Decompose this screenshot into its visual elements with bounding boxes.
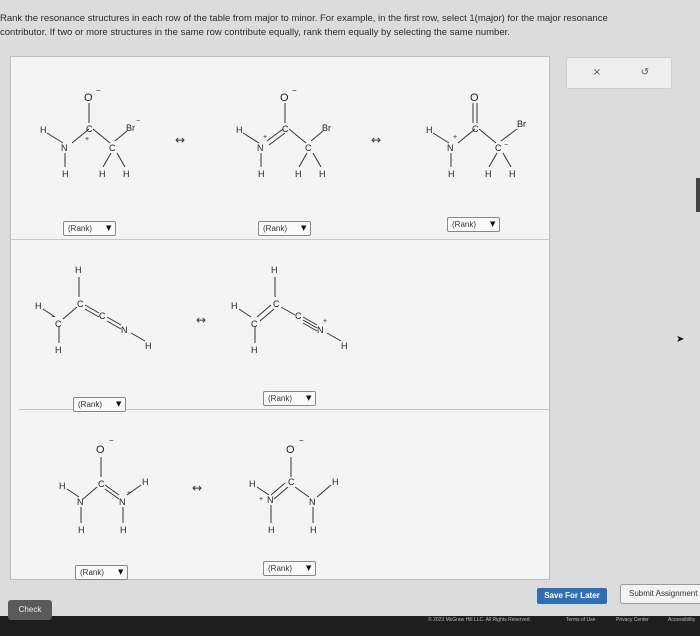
atom-n: N [119,497,126,507]
structure-3-1 [47,436,177,544]
charge-plus: + [263,134,268,141]
atom-br: Br [322,123,331,133]
charge-plus: + [85,136,90,143]
atom-o: O [470,92,479,104]
chevron-down-icon: ▼ [301,224,307,232]
rank-select-label: (Rank) [268,394,293,403]
atom-o: O [84,92,93,104]
atom-h: H [75,265,82,275]
atom-n: N [317,325,324,335]
chevron-down-icon: ▼ [306,394,312,402]
rank-select[interactable] [447,217,500,232]
atom-c: C [99,311,106,321]
structure-1-2 [223,86,343,186]
atom-c: C [86,124,93,134]
mouse-cursor-icon: ➤ [676,334,685,345]
rank-select[interactable] [63,221,116,236]
rank-select[interactable] [263,561,316,576]
charge-minus: − [51,314,56,321]
resonance-arrow: ↔ [196,313,207,327]
atom-c: C [295,311,302,321]
atom-c: C [273,299,280,309]
table-row-1 [11,57,549,240]
atom-c: C [495,143,502,153]
atom-h: H [231,301,238,311]
charge-minus: − [504,142,509,149]
atom-c: C [472,124,479,134]
atom-n: N [267,495,274,505]
rank-select-label: (Rank) [452,220,477,229]
atom-c: C [305,143,312,153]
resonance-arrow: ↔ [371,133,382,147]
atom-h: H [271,265,278,275]
atom-c: C [288,477,295,487]
close-icon[interactable]: × [592,67,602,78]
atom-o: O [96,444,105,456]
atom-h: H [59,481,66,491]
structure-1-3 [413,91,538,186]
chevron-down-icon: ▼ [306,564,312,572]
charge-plus: + [453,134,458,141]
atom-br: Br [126,123,135,133]
chevron-down-icon: ▼ [118,568,124,576]
structure-2-2-drawing [219,253,369,363]
resonance-arrow: ↔ [175,133,186,147]
charge-plus: + [323,318,328,325]
chevron-down-icon: ▼ [116,400,122,408]
atom-h: H [78,525,85,535]
structure-1-1-drawing [27,86,147,181]
atom-h: H [258,169,265,179]
terms-link[interactable]: Terms of Use [566,617,596,623]
atom-n: N [447,143,454,153]
chevron-down-icon: ▼ [490,220,496,228]
atom-h: H [142,477,149,487]
structure-3-2 [237,436,367,544]
atom-o: O [286,444,295,456]
rank-select[interactable] [258,221,311,236]
atom-h: H [426,125,433,135]
rank-select-label: (Rank) [78,400,103,409]
atom-c: C [98,479,105,489]
atom-h: H [236,125,243,135]
atom-n: N [61,143,68,153]
rank-select-label: (Rank) [263,224,288,233]
atom-h: H [249,479,256,489]
atom-n: N [309,497,316,507]
structure-1-1 [27,86,147,186]
atom-n: N [77,497,84,507]
atom-h: H [485,169,492,179]
atom-h: H [35,301,42,311]
save-for-later-button[interactable]: Save For Later [537,588,607,604]
instructions [0,12,690,40]
atom-h: H [295,169,302,179]
atom-h: H [509,169,516,179]
atom-h: H [448,169,455,179]
copyright-text: © 2023 McGraw Hill LLC. All Rights Reserved. [428,617,531,623]
scrollbar-mark [696,178,700,212]
atom-n: N [121,325,128,335]
atom-o: O [280,92,289,104]
charge-minus: − [136,118,141,125]
charge-plus: + [127,490,132,497]
resonance-arrow: ↔ [192,481,203,495]
submit-assignment-button[interactable]: Submit Assignment [620,584,700,604]
atom-c: C [77,299,84,309]
charge-minus: − [109,436,114,445]
charge-minus: − [292,86,297,95]
instructions-line-2: contributor. If two or more structures in the same row contribute equally, rank them equally by selecting the same number. [0,27,510,38]
atom-h: H [310,525,317,535]
atom-h: H [268,525,275,535]
atom-n: N [257,143,264,153]
structure-1-3-drawing [413,91,538,181]
atom-h: H [40,125,47,135]
structure-2-1-drawing [23,253,173,363]
atom-br: Br [517,119,526,129]
charge-plus: + [259,496,264,503]
rank-select[interactable] [263,391,316,406]
rank-select-label: (Rank) [68,224,93,233]
atom-c: C [109,143,116,153]
charge-minus: − [96,86,101,95]
atom-c: C [251,319,258,329]
resonance-table [10,56,550,580]
table-row-3 [27,409,549,579]
atom-h: H [55,345,62,355]
structure-3-1-drawing [47,436,177,539]
chevron-down-icon: ▼ [106,224,112,232]
atom-h: H [319,169,326,179]
atom-c: C [55,319,62,329]
accessibility-link[interactable]: Accessibility [668,617,696,623]
rank-select-label: (Rank) [80,568,105,577]
atom-h: H [120,525,127,535]
atom-h: H [99,169,106,179]
structure-2-2 [219,253,369,368]
atom-c: C [282,124,289,134]
privacy-link[interactable]: Privacy Center [616,617,649,623]
table-row-2 [19,239,549,410]
structure-2-1 [23,253,173,368]
rank-select[interactable] [75,565,128,580]
atom-h: H [341,341,348,351]
instructions-line-1: Rank the resonance structures in each row of the table from major to minor. For example, in the first row, select 1(major) for the major resonance [0,13,608,24]
atom-h: H [332,477,339,487]
structure-1-2-drawing [223,86,343,181]
check-button[interactable]: Check [8,600,52,620]
structure-3-2-drawing [237,436,367,539]
undo-icon[interactable]: ↺ [640,67,650,78]
atom-h: H [145,341,152,351]
atom-h: H [251,345,258,355]
answer-tools [566,57,672,89]
rank-select-label: (Rank) [268,564,293,573]
atom-h: H [123,169,130,179]
charge-minus: − [299,436,304,445]
atom-h: H [62,169,69,179]
